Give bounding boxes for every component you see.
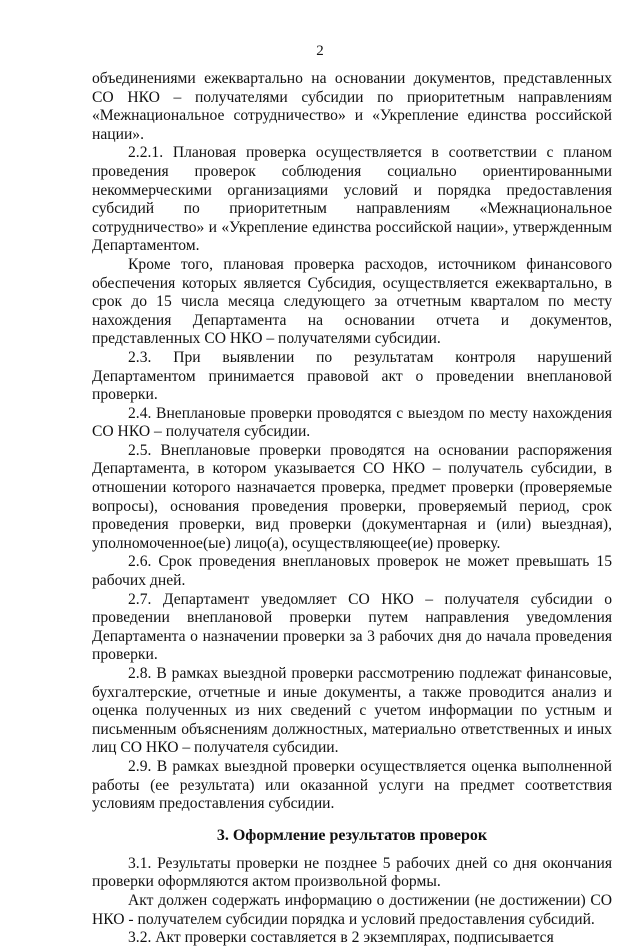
paragraph-2-4: 2.4. Внеплановые проверки проводятся с выездом по месту нахождения СО НКО – получателя субсидии. bbox=[92, 404, 612, 441]
page-number: 2 bbox=[316, 43, 324, 59]
paragraph-continuation: объединениями ежеквартально на основании документов, представленных СО НКО – получателями субсидии по приоритетным направлениям «Межнациональное сотрудничество» и «Укрепление единства российской нации». bbox=[92, 70, 612, 143]
paragraph-2-7: 2.7. Департамент уведомляет СО НКО – получателя субсидии о проведении внеплановой проверки путем направления уведомления Департамента о назначении проверки за 3 рабочих дня до начала проведения проверки. bbox=[92, 590, 612, 664]
paragraph-planned-audit: Кроме того, плановая проверка расходов, источником финансового обеспечения которых является Субсидия, осуществляется ежеквартально, в срок до 15 числа месяца следующего за отчетным кварталом по месту нахождения Департамента на основании отчета и документов, представленных СО НКО – получателями субсидии. bbox=[92, 255, 612, 348]
section-heading: 3. Оформление результатов проверок bbox=[216, 826, 488, 844]
paragraph-3-1: 3.1. Результаты проверки не позднее 5 рабочих дней со дня окончания проверки оформляются актом произвольной формы. bbox=[92, 854, 612, 891]
paragraph-2-5: 2.5. Внеплановые проверки проводятся на основании распоряжения Департамента, в котором указывается СО НКО – получатель субсидии, в отношении которого назначается проверка, предмет проверки (проверяемые вопросы), основания проведения проверки, проверяемый период, срок проведения проверки, вид проверки (документарная и (или) выездная), уполномоченное(ые) лицо(а), осуществляющее(ие) проверку. bbox=[92, 441, 612, 552]
paragraph-2-9: 2.9. В рамках выездной проверки осуществляется оценка выполненной работы (ее результата) или оказанной услуги на предмет соответствия условиям предоставления субсидии. bbox=[92, 757, 612, 813]
paragraph-3-2: 3.2. Акт проверки составляется в 2 экземплярах, подписывается bbox=[128, 929, 554, 947]
paragraph-2-2-1: 2.2.1. Плановая проверка осуществляется в соответствии с планом проведения проверок соблюдения социально ориентированными некоммерческими организациями условий и порядка предоставления субсидий по приоритетным направлениям «Межнациональное сотрудничество» и «Укрепление единства российской нации», утвержденным Департаментом. bbox=[92, 144, 612, 255]
paragraph-2-6: 2.6. Срок проведения внеплановых проверок не может превышать 15 рабочих дней. bbox=[92, 553, 612, 590]
paragraph-2-3: 2.3. При выявлении по результатам контроля нарушений Департаментом принимается правовой акт о проведении внеплановой проверки. bbox=[92, 348, 612, 404]
document-body bbox=[92, 70, 612, 948]
paragraph-2-8: 2.8. В рамках выездной проверки рассмотрению подлежат финансовые, бухгалтерские, отчетные и иные документы, а также проводится анализ и оценка полученных из них сведений с учетом информации по устным и письменным объяснениям должностных, материально ответственных и иных лиц СО НКО – получателя субсидии. bbox=[92, 665, 612, 757]
paragraph-act-content: Акт должен содержать информацию о достижении (не достижении) СО НКО - получателем субсидии порядка и условий предоставления субсидий. bbox=[92, 891, 612, 928]
